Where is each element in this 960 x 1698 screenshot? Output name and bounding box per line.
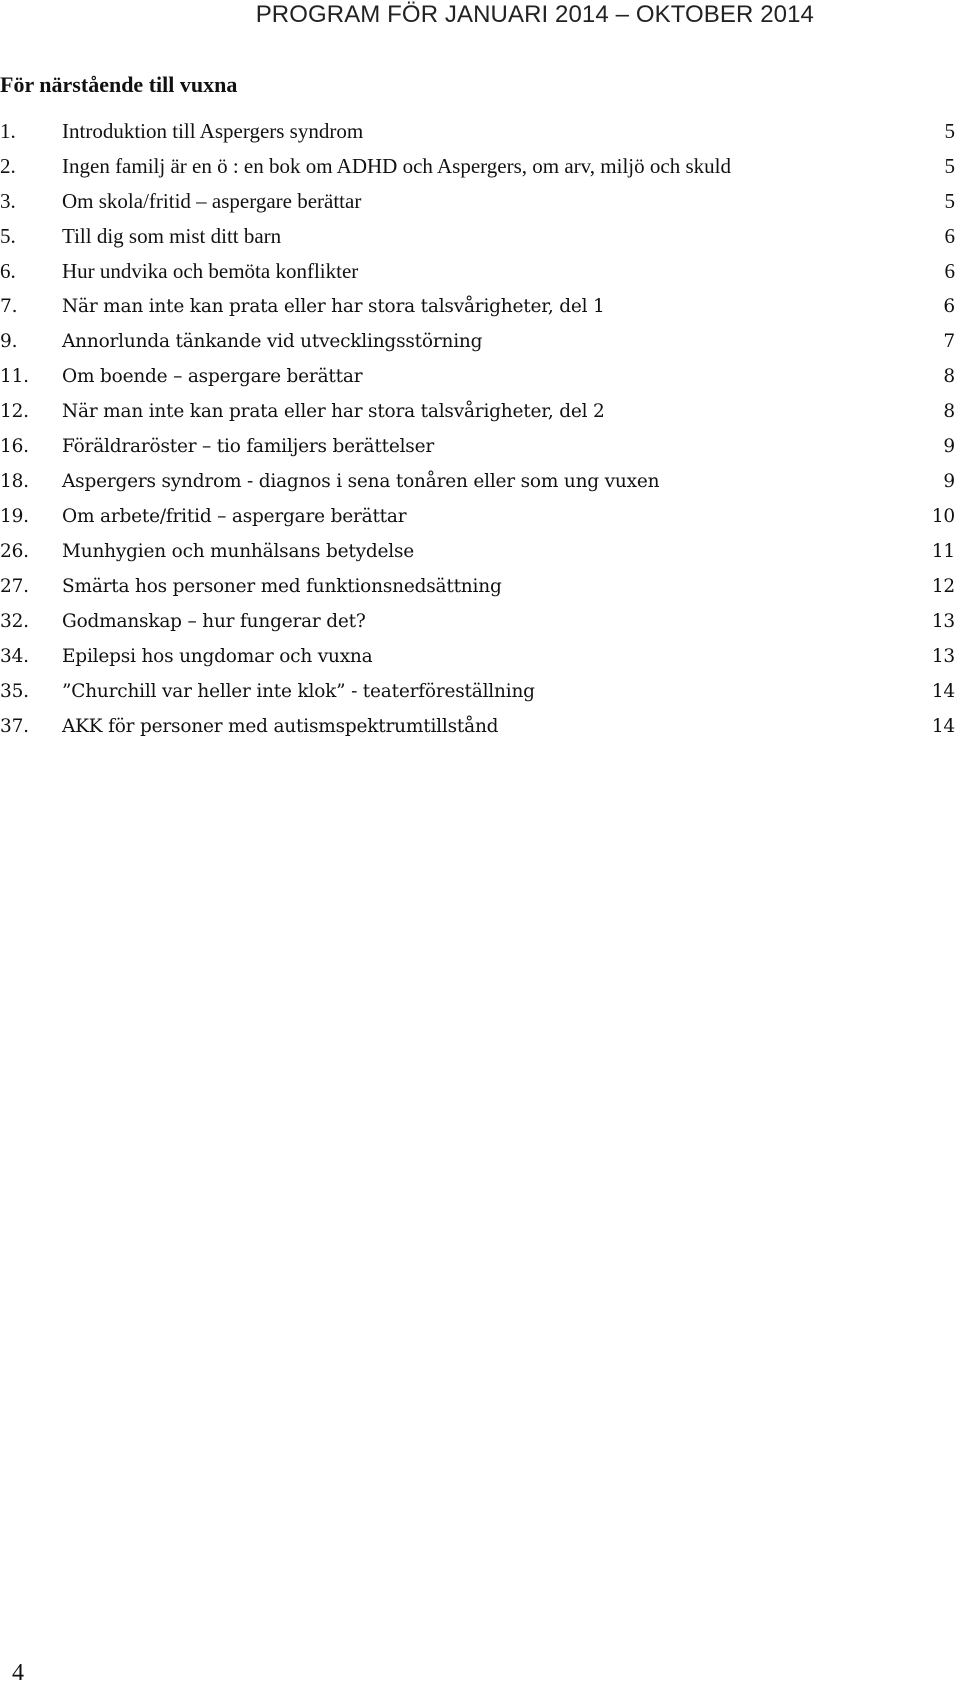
- toc-entry-page: 6: [944, 224, 955, 248]
- toc-entry-number: 26.: [0, 541, 29, 562]
- toc-entry: [0, 499, 955, 534]
- section-heading: För närstående till vuxna: [0, 72, 238, 97]
- toc-entry-number: 6.: [0, 259, 16, 283]
- toc-entry-page: 9: [943, 436, 955, 457]
- table-of-contents: [0, 114, 955, 744]
- toc-entry-title: Introduktion till Aspergers syndrom: [62, 119, 364, 143]
- toc-entry: [0, 289, 955, 324]
- toc-entry: [0, 429, 955, 464]
- toc-entry-title: Smärta hos personer med funktionsnedsättning: [62, 576, 502, 597]
- toc-entry: [0, 219, 955, 254]
- toc-entry: [0, 394, 955, 429]
- toc-entry: [0, 149, 955, 184]
- toc-entry: [0, 359, 955, 394]
- toc-entry-page: 6: [944, 259, 955, 283]
- toc-entry-title: Annorlunda tänkande vid utvecklingsstörning: [62, 331, 483, 352]
- toc-entry-title: Godmanskap – hur fungerar det?: [62, 611, 366, 632]
- toc-entry: [0, 184, 955, 219]
- toc-entry-page: 8: [943, 366, 955, 387]
- toc-entry-title: Aspergers syndrom - diagnos i sena tonåren eller som ung vuxen: [62, 471, 660, 492]
- toc-entry-page: 5: [944, 154, 955, 178]
- toc-entry-page: 13: [931, 611, 955, 632]
- toc-entry: [0, 464, 955, 499]
- toc-entry-page: 14: [931, 716, 955, 737]
- toc-entry: [0, 114, 955, 149]
- toc-entry: [0, 254, 955, 289]
- toc-entry-title: Om arbete/fritid – aspergare berättar: [62, 506, 407, 527]
- toc-entry-number: 35.: [0, 681, 29, 702]
- toc-entry-title: Ingen familj är en ö : en bok om ADHD och Aspergers, om arv, miljö och skuld: [62, 154, 731, 178]
- toc-entry-page: 9: [943, 471, 955, 492]
- toc-entry-number: 12.: [0, 401, 29, 422]
- toc-entry-number: 1.: [0, 119, 16, 143]
- toc-entry-page: 8: [943, 401, 955, 422]
- toc-entry-title: När man inte kan prata eller har stora talsvårigheter, del 1: [62, 296, 605, 317]
- toc-entry-page: 5: [944, 189, 955, 213]
- toc-entry-page: 12: [931, 576, 955, 597]
- toc-entry-number: 2.: [0, 154, 16, 178]
- toc-entry: [0, 709, 955, 744]
- toc-entry-title: AKK för personer med autismspektrumtillstånd: [62, 716, 499, 737]
- toc-entry: [0, 604, 955, 639]
- toc-entry: [0, 639, 955, 674]
- toc-entry-number: 37.: [0, 716, 29, 737]
- page-header: [0, 0, 960, 32]
- toc-entry-number: 16.: [0, 436, 29, 457]
- toc-entry-number: 27.: [0, 576, 29, 597]
- toc-entry-number: 34.: [0, 646, 29, 667]
- toc-entry-page: 6: [943, 296, 955, 317]
- toc-entry: [0, 324, 955, 359]
- toc-entry-number: 3.: [0, 189, 16, 213]
- toc-entry-page: 11: [931, 541, 955, 562]
- toc-entry-title: Till dig som mist ditt barn: [62, 224, 282, 248]
- toc-entry-title: Epilepsi hos ungdomar och vuxna: [62, 646, 373, 667]
- program-title: PROGRAM FÖR JANUARI 2014 – OKTOBER 2014: [255, 1, 814, 28]
- toc-entry-title: När man inte kan prata eller har stora talsvårigheter, del 2: [62, 401, 605, 422]
- toc-entry-number: 18.: [0, 471, 29, 492]
- toc-entry-page: 10: [931, 506, 955, 527]
- toc-entry-page: 7: [943, 331, 955, 352]
- toc-entry-title: Om skola/fritid – aspergare berättar: [62, 189, 362, 213]
- toc-entry: [0, 569, 955, 604]
- toc-entry-number: 19.: [0, 506, 29, 527]
- toc-entry: [0, 674, 955, 709]
- toc-entry-title: ”Churchill var heller inte klok” - teaterföreställning: [62, 681, 535, 702]
- toc-entry-title: Föräldraröster – tio familjers berättelser: [62, 436, 434, 457]
- toc-entry-title: Om boende – aspergare berättar: [62, 366, 363, 387]
- toc-entry-page: 5: [944, 119, 955, 143]
- toc-entry-page: 13: [931, 646, 955, 667]
- toc-entry-number: 5.: [0, 224, 16, 248]
- toc-entry-page: 14: [931, 681, 955, 702]
- toc-entry-title: Munhygien och munhälsans betydelse: [62, 541, 415, 562]
- toc-entry-number: 7.: [0, 296, 18, 317]
- toc-entry-number: 9.: [0, 331, 18, 352]
- toc-entry-number: 11.: [0, 366, 29, 387]
- toc-entry-title: Hur undvika och bemöta konflikter: [62, 259, 359, 283]
- toc-entry-number: 32.: [0, 611, 29, 632]
- toc-entry: [0, 534, 955, 569]
- page-number: 4: [12, 1660, 24, 1686]
